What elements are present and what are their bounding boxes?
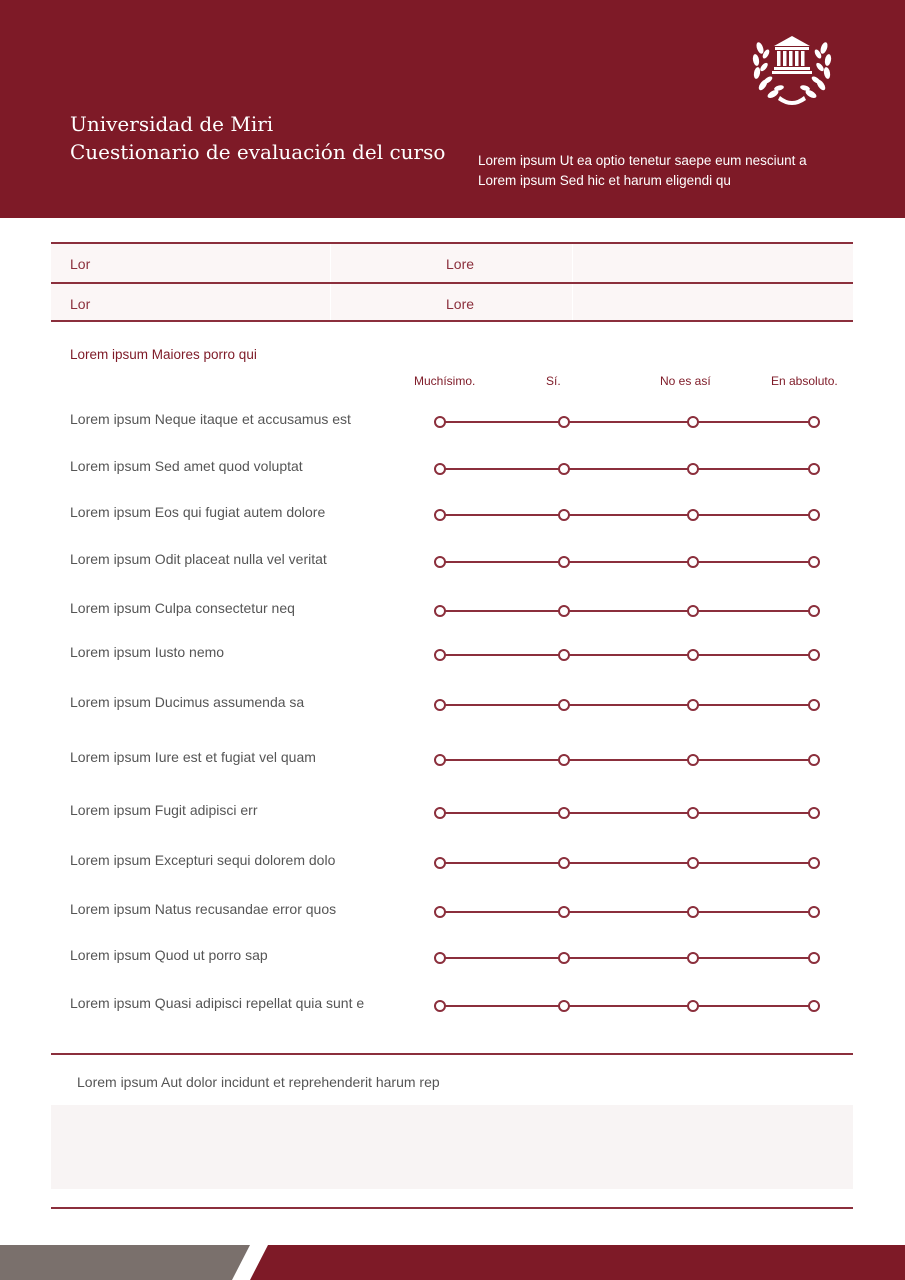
- form-title: Cuestionario de evaluación del curso: [70, 140, 446, 164]
- rating-option-3[interactable]: [687, 463, 699, 475]
- question-label: Lorem ipsum Neque itaque et accusamus est: [70, 411, 351, 427]
- rating-line: [440, 957, 814, 959]
- rating-option-1[interactable]: [434, 556, 446, 568]
- rating-option-2[interactable]: [558, 807, 570, 819]
- info-row: [51, 242, 853, 282]
- rating-option-1[interactable]: [434, 952, 446, 964]
- question-label: Lorem ipsum Ducimus assumenda sa: [70, 694, 305, 710]
- rating-scale: [434, 416, 820, 428]
- rating-option-3[interactable]: [687, 416, 699, 428]
- rating-line: [440, 561, 814, 563]
- rating-option-2[interactable]: [558, 952, 570, 964]
- rating-option-4[interactable]: [808, 605, 820, 617]
- info-row: [51, 282, 853, 322]
- rating-option-4[interactable]: [808, 509, 820, 521]
- rating-option-4[interactable]: [808, 952, 820, 964]
- divider: [51, 1053, 853, 1055]
- rating-option-1[interactable]: [434, 416, 446, 428]
- rating-option-1[interactable]: [434, 807, 446, 819]
- rating-option-1[interactable]: [434, 906, 446, 918]
- rating-line: [440, 759, 814, 761]
- rating-option-3[interactable]: [687, 699, 699, 711]
- rating-option-2[interactable]: [558, 857, 570, 869]
- rating-option-4[interactable]: [808, 906, 820, 918]
- question-label: Lorem ipsum Quod ut porro sap: [70, 947, 268, 963]
- rating-option-4[interactable]: [808, 463, 820, 475]
- rating-option-1[interactable]: [434, 699, 446, 711]
- rating-line: [440, 468, 814, 470]
- rating-option-2[interactable]: [558, 699, 570, 711]
- rating-line: [440, 812, 814, 814]
- university-name: Universidad de Miri: [70, 112, 274, 136]
- info-label: Lore: [446, 296, 475, 312]
- rating-option-3[interactable]: [687, 754, 699, 766]
- rating-scale: [434, 699, 820, 711]
- scale-label-si: Sí.: [546, 374, 561, 388]
- rating-option-4[interactable]: [808, 556, 820, 568]
- scale-label-en-absoluto: En absoluto.: [771, 374, 838, 388]
- rating-option-3[interactable]: [687, 556, 699, 568]
- question-label: Lorem ipsum Iure est et fugiat vel quam: [70, 749, 316, 765]
- header-description-line: Lorem ipsum Ut ea optio tenetur saepe eum nesciunt a: [478, 153, 807, 168]
- rating-option-3[interactable]: [687, 509, 699, 521]
- page-title: [70, 110, 445, 166]
- scale-label-no-es-asi: No es así: [660, 374, 711, 388]
- rating-option-1[interactable]: [434, 754, 446, 766]
- rating-option-1[interactable]: [434, 463, 446, 475]
- question-label: Lorem ipsum Excepturi sequi dolorem dolo: [70, 852, 336, 868]
- rating-scale: [434, 509, 820, 521]
- comments-field[interactable]: [51, 1105, 853, 1189]
- rating-option-3[interactable]: [687, 952, 699, 964]
- rating-line: [440, 421, 814, 423]
- question-label: Lorem ipsum Culpa consectetur neq: [70, 600, 295, 616]
- rating-option-2[interactable]: [558, 509, 570, 521]
- rating-option-4[interactable]: [808, 807, 820, 819]
- rating-line: [440, 704, 814, 706]
- rating-option-4[interactable]: [808, 416, 820, 428]
- rating-option-3[interactable]: [687, 807, 699, 819]
- comments-label: Lorem ipsum Aut dolor incidunt et reprehenderit harum rep: [77, 1074, 440, 1090]
- header-description: [478, 151, 858, 191]
- university-laurel-icon: [748, 30, 836, 110]
- question-label: Lorem ipsum Fugit adipisci err: [70, 802, 258, 818]
- rating-scale: [434, 857, 820, 869]
- question-label: Lorem ipsum Natus recusandae error quos: [70, 901, 337, 917]
- header-description-line: Lorem ipsum Sed hic et harum eligendi qu: [478, 173, 731, 188]
- rating-option-4[interactable]: [808, 699, 820, 711]
- rating-option-3[interactable]: [687, 649, 699, 661]
- rating-option-4[interactable]: [808, 1000, 820, 1012]
- rating-line: [440, 514, 814, 516]
- question-label: Lorem ipsum Iusto nemo: [70, 644, 225, 660]
- footer-band: [0, 1245, 905, 1280]
- info-label: Lor: [70, 256, 91, 272]
- rating-option-3[interactable]: [687, 906, 699, 918]
- info-label: Lore: [446, 256, 475, 272]
- rating-line: [440, 911, 814, 913]
- rating-option-3[interactable]: [687, 605, 699, 617]
- rating-option-1[interactable]: [434, 649, 446, 661]
- rating-scale: [434, 463, 820, 475]
- header-banner: [0, 0, 905, 218]
- rating-scale: [434, 1000, 820, 1012]
- rating-option-2[interactable]: [558, 605, 570, 617]
- section-title: Lorem ipsum Maiores porro qui: [70, 347, 257, 362]
- info-table: [51, 242, 853, 322]
- question-label: Lorem ipsum Quasi adipisci repellat quia sunt e: [70, 995, 365, 1011]
- rating-option-2[interactable]: [558, 754, 570, 766]
- rating-option-3[interactable]: [687, 1000, 699, 1012]
- question-label: Lorem ipsum Odit placeat nulla vel veritat: [70, 551, 327, 567]
- rating-scale: [434, 605, 820, 617]
- rating-option-2[interactable]: [558, 1000, 570, 1012]
- rating-scale: [434, 807, 820, 819]
- rating-scale: [434, 556, 820, 568]
- rating-option-4[interactable]: [808, 649, 820, 661]
- rating-option-2[interactable]: [558, 556, 570, 568]
- divider: [51, 1207, 853, 1209]
- rating-option-3[interactable]: [687, 857, 699, 869]
- rating-option-2[interactable]: [558, 416, 570, 428]
- scale-label-muchisimo: Muchísimo.: [414, 374, 476, 388]
- question-label: Lorem ipsum Eos qui fugiat autem dolore: [70, 504, 326, 520]
- rating-option-1[interactable]: [434, 509, 446, 521]
- rating-scale: [434, 649, 820, 661]
- rating-option-4[interactable]: [808, 857, 820, 869]
- question-label: Lorem ipsum Sed amet quod voluptat: [70, 458, 303, 474]
- rating-option-2[interactable]: [558, 463, 570, 475]
- rating-option-1[interactable]: [434, 1000, 446, 1012]
- rating-scale: [434, 906, 820, 918]
- rating-line: [440, 654, 814, 656]
- rating-option-1[interactable]: [434, 605, 446, 617]
- rating-option-2[interactable]: [558, 649, 570, 661]
- rating-scale: [434, 952, 820, 964]
- info-label: Lor: [70, 296, 91, 312]
- rating-option-4[interactable]: [808, 754, 820, 766]
- rating-option-1[interactable]: [434, 857, 446, 869]
- rating-line: [440, 1005, 814, 1007]
- rating-line: [440, 862, 814, 864]
- rating-line: [440, 610, 814, 612]
- rating-option-2[interactable]: [558, 906, 570, 918]
- rating-scale: [434, 754, 820, 766]
